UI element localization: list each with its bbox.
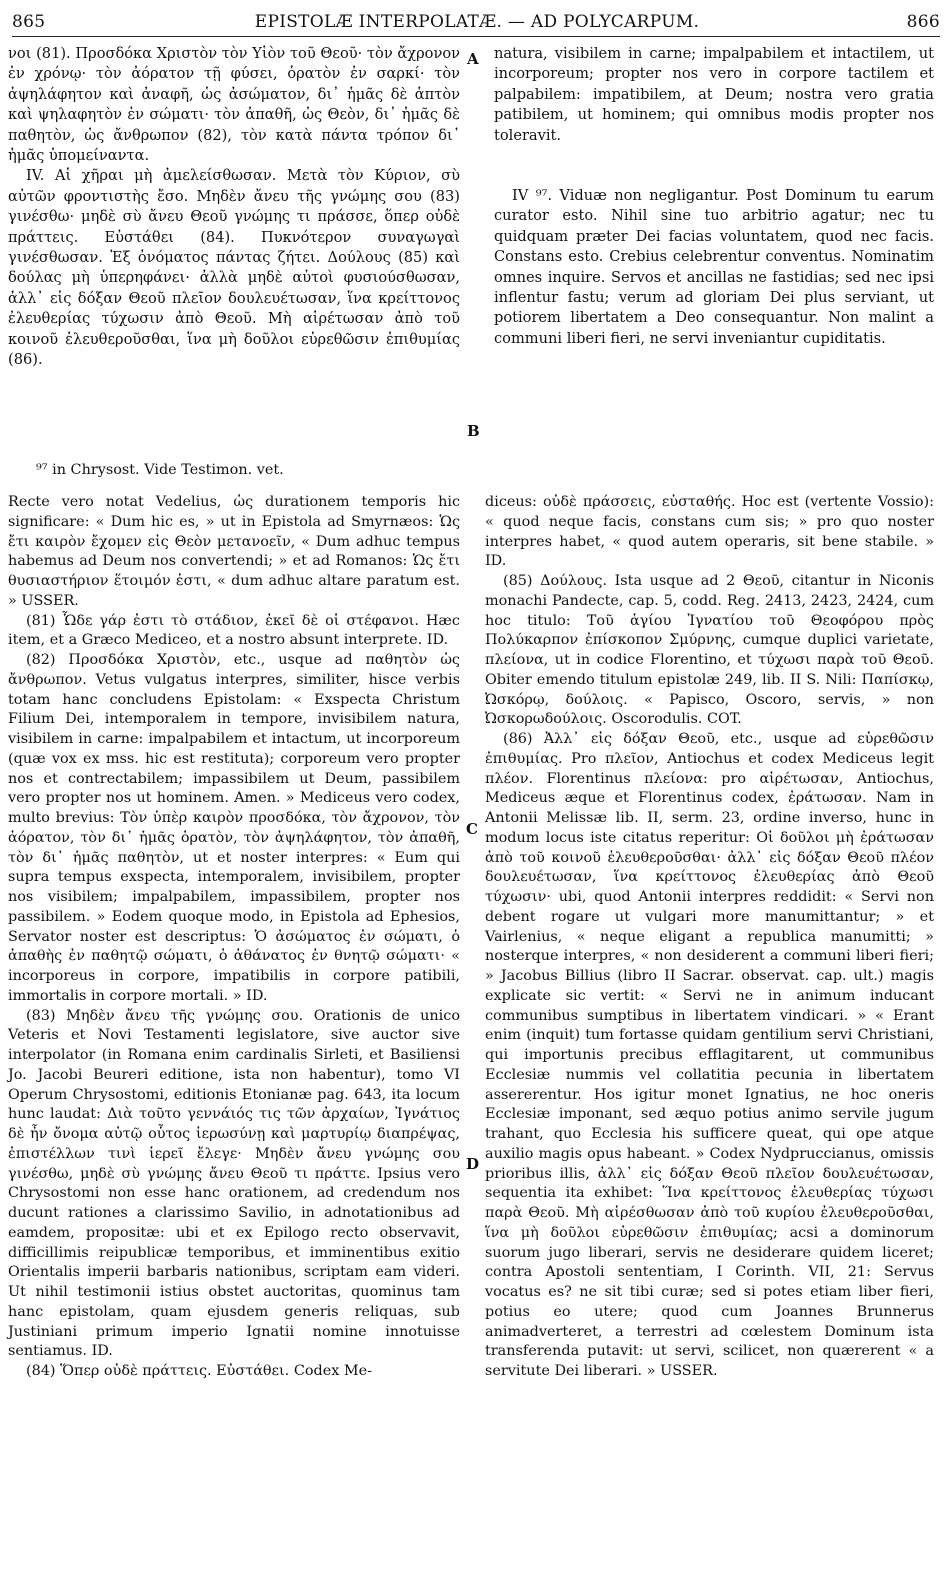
greek-text-column: [8, 44, 460, 371]
latin-paragraph-1: natura, visibilem in carne; impalpabilem et intactilem, ut incorporeum; propter nos vero in corpore tactilem et palpabilem: impatibilem, at Deum; nostra vero gratia patibilem, ut hominem; qui omnibus modis propter nos toleravit.: [494, 45, 934, 144]
page-number-left: 865: [12, 12, 46, 32]
note-86: (86) Ἀλλ᾽ εἰς δόξαν Θεοῦ, etc., usque ad εὑρεθῶσιν ἐπιθυμίας. Pro πλεῖον, Antiochus et codex Mediceus legit πλέον. Florentinus πλείονα: pro αἱρέτωσαν, Antiochus, Mediceus æque et Florentinus codex, ἐράτωσαν. Nam in Antonii Melissæ lib. II, serm. 23, ordine inverso, hunc in modum locus iste citatus reperitur: Οἱ δοῦλοι μὴ ἐράτωσαν ἀπὸ τοῦ κοινοῦ ἐλευθεροῦσθαι· ἀλλ᾽ εἰς δόξαν Θεοῦ πλέον δουλευέτωσαν, ἵνα κρείττονος ἐλευθερίας ἀπὸ Θεοῦ τύχωσιν· ubi, quod Antonii interpres reddidit: « Servi non debent rogare ut vulgari more manumittantur; » et Vairlenius, « neque eligant a republica manumitti; » nosterque interpres, « non desiderent a communi liberi fieri; » Jacobus Billius (libro II Sacrar. observat. cap. ult.) magis explicate sic vertit: « Servi ne in animum inducant communibus sumptibus in libertatem vindicari. » « Erant enim (inquit) tum fortasse quidam gentilium servi Christiani, qui importunis precibus efflagitarent, ut communibus Ecclesiæ nummis vel collatitia pecunia in libertatem assererentur. Hos igitur monet Ignatius, ne hoc oneris Ecclesiæ imponant, sed æquo potius animo servile jugum trahant, quo Ecclesia his sufficere queat, qui ope atque auxilio magis opus habeant. » Codex Nydpruccianus, omissis prioribus illis, ἀλλ᾽ εἰς δόξαν Θεοῦ πλεῖον δουλευέτωσαν, sequentia ita exhibet: Ἵνα κρείττονος ἐλευθερίας τύχωσι παρὰ Θεοῦ. Μὴ αἱρέσθωσαν ἀπὸ τοῦ κυρίου ἐλευθεροῦσθαι, ἵνα μὴ δοῦλοι εὑρεθῶσιν ἐπιθυμίας; acsi a dominorum suorum jugo liberari, servis ne desiderare quidem liceret; contra Apostoli sententiam, I Corinth. VII, 21: Servus vocatus es? ne sit tibi curæ; sed si potes etiam liber fieri, potius eo utere; quod cum Joannes Brunnerus animadverteret, a terrestri ad cœlestem Dominum ista transferenda putavit: ut servi, scilicet, non quærerent « a servitute Dei liberari. » USSER.: [485, 731, 934, 1379]
footnote-97: ⁹⁷ in Chrysost. Vide Testimon. vet.: [36, 462, 284, 478]
page-number-right: 866: [906, 12, 940, 32]
page-header: [12, 8, 940, 37]
margin-marker-d: D: [466, 1155, 480, 1173]
notes-right-column: [485, 493, 934, 1382]
note-paragraph: Recte vero notat Vedelius, ὡς durationem temporis hic significare: « Dum hic es, » ut in Epistola ad Smyrnæos: Ὡς ἔτι καιρὸν ἔχομεν εἰς Θεὸν μετανοεῖν, « Dum adhuc tempus habemus ad Deum nos convertendi; » et ad Romanos: Ὡς ἔτι θυσιαστήριον ἕτοιμόν ἐστι, « dum adhuc altare paratum est. » USSER.: [8, 494, 460, 609]
note-84: (84) Ὅπερ οὐδὲ πράττεις. Εὐστάθει. Codex Me-: [26, 1363, 373, 1379]
margin-marker-c: C: [466, 820, 478, 838]
latin-text-column: [494, 44, 934, 349]
column-gap: [494, 146, 934, 186]
note-82: (82) Προσδόκα Χριστὸν, etc., usque ad παθητὸν ὡς ἄνθρωπον. Vetus vulgatus interpres, similiter, hisce verbis totam hanc concludens Epistolam: « Exspecta Christum Filium Dei, intemporalem in tempore, invisibilem natura, visibilem in carne: impalpabilem et intactum, ut incorporeum (quæ vox ex mss. hic est restituta); corporeum vero propter nos et contrectabilem; impassibilem ut Deum, passibilem vero propter nos ut hominem. Amen. » Mediceus vero codex, multo brevius: Τὸν ὑπὲρ καιρὸν προσδόκα, τὸν ἄχρονον, τὸν ἀόρατον, τὸν δι᾽ ἡμᾶς ὁρατὸν, τὸν ἀψηλάφητον, τὸν ἀπαθῆ, τὸν δι᾽ ἡμᾶς παθητὸν, ut et noster interpres: « Eum qui supra tempus exspecta, intemporalem, invisibilem, propter nos visibilem; impalpabilem, impassibilem, propter nos passibilem. » Eodem quoque modo, in Epistola ad Ephesios, Servator noster est descriptus: Ὁ ἀσώματος ἐν σώματι, ὁ ἀπαθὴς ἐν παθητῷ σώματι, ὁ ἀθάνατος ἐν θνητῷ σώματι· « incorporeus in corpore, impatibilis in corpore patibili, immortalis in corpore mortali. » ID.: [8, 652, 460, 1004]
margin-marker-b: B: [467, 422, 480, 440]
note-83: (83) Μηδὲν ἄνευ τῆς γνώμης σου. Orationis de unico Veteris et Novi Testamenti legislatore, sive auctor sive interpolator (in Romana enim cardinalis Sirleti, et Basiliensi Jo. Jacobi Beureri editione, ista non habentur), tomo VI Operum Chrysostomi, editionis Etonianæ pag. 643, ita locum hunc laudat: Διὰ τοῦτο γεννάιός τις τῶν ἀρχαίων, Ἰγνάτιος δὲ ἦν ὄνομα αὐτῷ οὗτος ἱερωσύνῃ καὶ μαρτυρίῳ διαπρέψας, ἐπιστέλλων τινὶ ἱερεῖ ἔλεγε· Μηδὲν ἄνευ γνώμης σου γινέσθω, μηδὲ σὺ γνώμης ἄνευ Θεοῦ τι πράττε. Ipsius vero Chrysostomi non esse hanc orationem, ad credendum nos ducunt rationes a clarissimo Savilio, in adnotationibus ad eamdem, propositæ: ubi et ex Epilogo recto observavit, difficillimis reipublicæ temporibus, et imminentibus exitio Orientalis imperii barbaris nationibus, scriptam eam videri. Ut nihil testimonii istius obstet auctoritas, quominus tam hanc epistolam, quam ejusdem generis reliquas, sub Justiniani primum imperio Ignatii nomine innotuisse sentiamus. ID.: [8, 1007, 460, 1360]
note-81: (81) Ὧδε γάρ ἐστι τὸ στάδιον, ἐκεῖ δὲ οἱ στέφανοι. Hæc item, et a Græco Mediceo, et a nostro absunt interprete. ID.: [8, 612, 460, 649]
running-title: EPISTOLÆ INTERPOLATÆ. — AD POLYCARPUM.: [254, 12, 700, 32]
margin-marker-a: A: [467, 50, 479, 68]
greek-paragraph-1: νοι (81). Προσδόκα Χριστὸν τὸν Υἱὸν τοῦ Θεοῦ· τὸν ἄχρονον ἐν χρόνῳ· τὸν ἀόρατον τῇ φύσει, ὁρατὸν ἐν σαρκί· τὸν ἀψηλάφητον καὶ ἀναφῆ, ὡς ἀσώματον, δι᾽ ἡμᾶς δὲ ἁπτὸν καὶ ψηλαφητὸν ἐν σώματι· τὸν ἀπαθῆ, ὡς Θεὸν, δι᾽ ἡμᾶς δὲ παθητὸν, ὡς ἄνθρωπον (82), τὸν κατὰ πάντα τρόπον δι᾽ ἡμᾶς ὑπομείναντα.: [8, 45, 460, 165]
notes-left-column: [8, 493, 460, 1382]
note-85: (85) Δούλους. Ista usque ad 2 Θεοῦ, citantur in Niconis monachi Pandecte, cap. 5, codd. Reg. 2413, 2423, 2424, cum hoc titulo: Τοῦ ἁγίου Ἰγνατίου τοῦ Θεοφόρου πρὸς Πολύκαρπον ἐπίσκοπον Σμύρνης, cumque duplici varietate, πλείονα, ut in codice Florentino, et τύχωσι παρὰ τοῦ Θεοῦ. Obiter emendo titulum epistolæ 249, lib. II S. Nili: Παπίσκῳ, Ὠσκόρῳ, δούλοις. « Papisco, Oscoro, servis, » non Ὠσκορωδούλοις. Oscorodulis. COT.: [485, 573, 934, 728]
greek-paragraph-2: IV. Αἱ χῆραι μὴ ἀμελείσθωσαν. Μετὰ τὸν Κύριον, σὺ αὐτῶν φροντιστὴς ἔσο. Μηδὲν ἄνευ τῆς γνώμης σου (83) γινέσθω· μηδὲ σὺ ἄνευ Θεοῦ γνώμης τι πράσσε, ὅπερ οὐδὲ πράττεις. Εὐστάθει (84). Πυκνότερον συναγωγαὶ γινέσθωσαν. Ἐξ ὀνόματος πάντας ζήτει. Δούλους (85) καὶ δούλας μὴ ὑπερηφάνει· ἀλλὰ μηδὲ αὐτοὶ φυσιούσθωσαν, ἀλλ᾽ εἰς δόξαν Θεοῦ πλεῖον δουλευέτωσαν, ἵνα κρείττονος ἐλευθερίας τύχωσιν ἀπὸ Θεοῦ. Μὴ αἱρέτωσαν ἀπὸ τοῦ κοινοῦ ἐλευθεροῦσθαι, ἵνα μὴ δοῦλοι εὑρεθῶσιν ἐπιθυμίας (86).: [8, 167, 460, 369]
latin-paragraph-2: IV ⁹⁷. Viduæ non negligantur. Post Dominum tu earum curator esto. Nihil sine tuo arbitrio agatur; nec tu quidquam præter Dei facias voluntatem, quod nec facis. Constans esto. Crebius celebrentur conventus. Nominatim omnes inquire. Servos et ancillas ne fastidias; sed nec ipsi inflentur fastu; verum ad gloriam Dei plus serviant, ut potiorem libertatem a Deo consequantur. Non malint a communi liberi fieri, ne servi inveniantur cupiditatis.: [494, 187, 934, 347]
note-84-continued: diceus: οὐδὲ πράσσεις, εὐσταθής. Hoc est (vertente Vossio): « quod neque facis, constans cum sis; » pro quo noster interpres habet, « quod autem operaris, sit bene stabile. » ID.: [485, 494, 934, 570]
